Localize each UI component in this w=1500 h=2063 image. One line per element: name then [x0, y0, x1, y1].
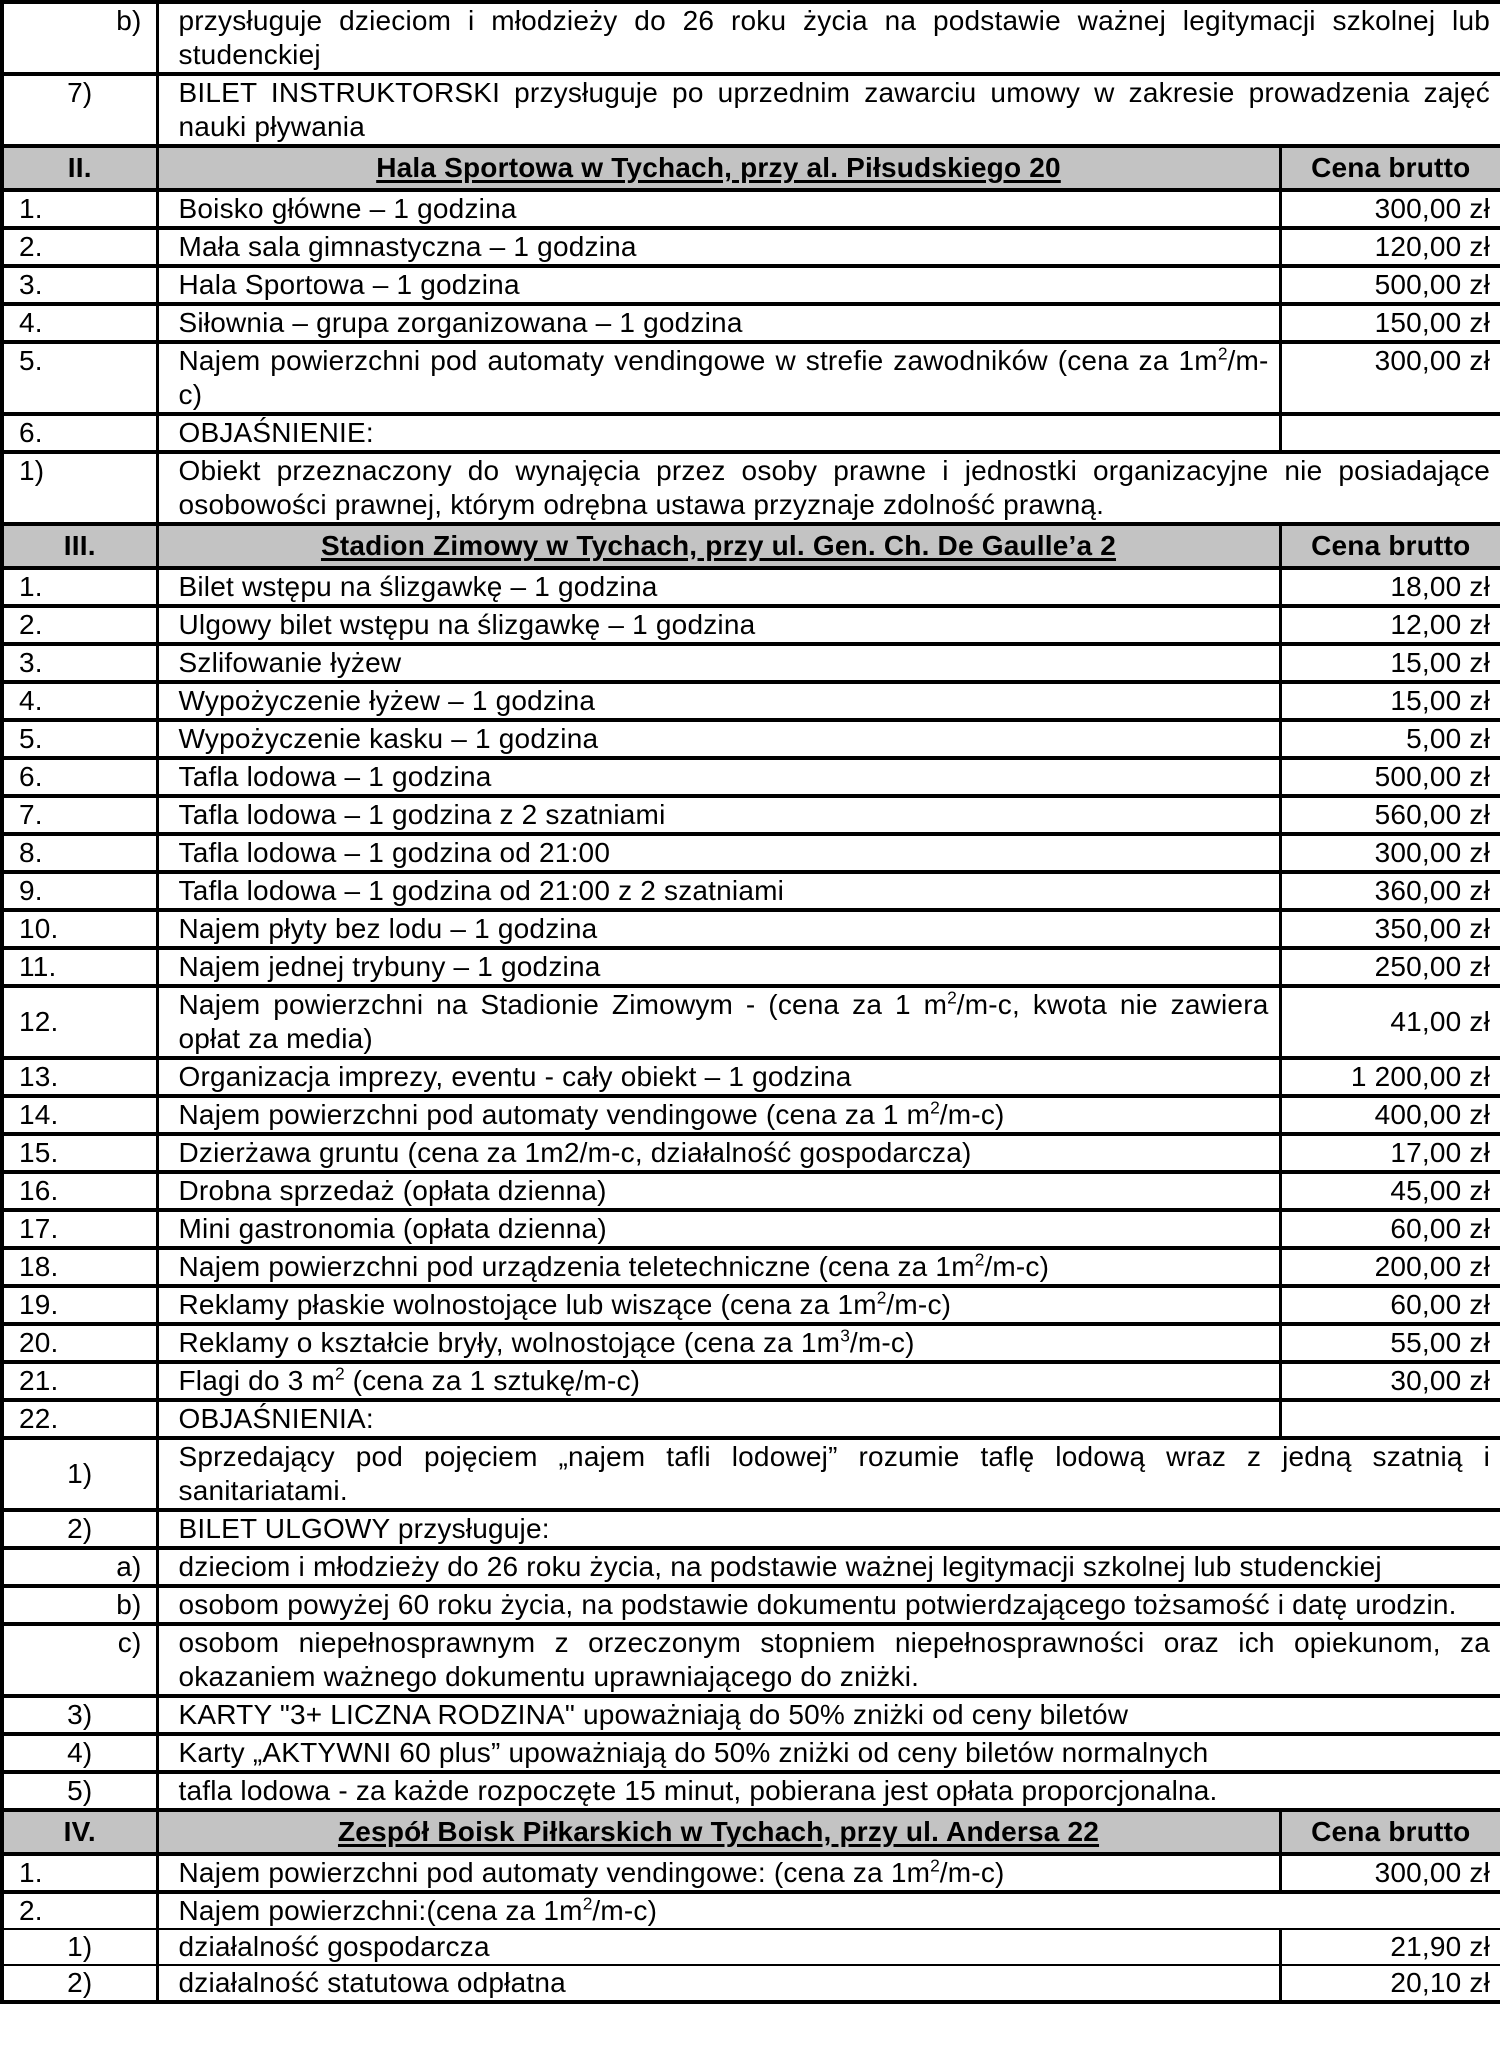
- price-cell: 1 200,00 zł: [1280, 1058, 1500, 1096]
- description-cell: OBJAŚNIENIE:: [157, 414, 1280, 452]
- description-cell: Najem powierzchni pod automaty vendingowe (cena za 1 $m^2/m-c$): [157, 1096, 1280, 1134]
- description-cell: Najem powierzchni na Stadionie Zimowym - (cena za 1 $m^2/m-c$, kwota nie zawiera opłat za media): [157, 986, 1280, 1058]
- price-cell: 15,00 zł: [1280, 644, 1500, 682]
- note-row: [2, 1548, 1500, 1586]
- price-cell: 500,00 zł: [1280, 266, 1500, 304]
- price-row: [2, 190, 1500, 228]
- section-number-cell: IV.: [2, 1810, 157, 1854]
- price-cell: 300,00 zł: [1280, 1854, 1500, 1892]
- row-number-cell: 4.: [2, 304, 157, 342]
- price-cell: 150,00 zł: [1280, 304, 1500, 342]
- price-table-rows: [2, 2, 1500, 2002]
- description-cell: BILET INSTRUKTORSKI przysługuje po uprzednim zawarciu umowy w zakresie prowadzenia zajęć nauki pływania: [157, 74, 1500, 146]
- description-cell: Tafla lodowa – 1 godzina: [157, 758, 1280, 796]
- description-cell: Siłownia – grupa zorganizowana – 1 godzina: [157, 304, 1280, 342]
- price-row: [2, 682, 1500, 720]
- description-cell: Wypożyczenie kasku – 1 godzina: [157, 720, 1280, 758]
- row-number-cell: 12.: [2, 986, 157, 1058]
- description-cell: Boisko główne – 1 godzina: [157, 190, 1280, 228]
- row-number-cell: 3.: [2, 266, 157, 304]
- price-cell: 41,00 zł: [1280, 986, 1500, 1058]
- row-number-cell: 2): [2, 1965, 157, 2002]
- row-number-cell: 1): [2, 1438, 157, 1510]
- description-cell: Najem jednej trybuny – 1 godzina: [157, 948, 1280, 986]
- row-number-cell: 3.: [2, 644, 157, 682]
- price-cell: 500,00 zł: [1280, 758, 1500, 796]
- price-cell: 45,00 zł: [1280, 1172, 1500, 1210]
- price-row: [2, 872, 1500, 910]
- row-number-cell: 2.: [2, 606, 157, 644]
- description-cell: działalność statutowa odpłatna: [157, 1965, 1280, 2002]
- description-cell: Flagi do 3 $m^2$ (cena za 1 sztukę/m-c): [157, 1362, 1280, 1400]
- row-number-cell: b): [2, 1586, 157, 1624]
- section-title: Hala Sportowa w Tychach, przy al. Piłsudskiego 20: [376, 152, 1061, 183]
- row-number-cell: 18.: [2, 1248, 157, 1286]
- price-cell: 360,00 zł: [1280, 872, 1500, 910]
- price-row: [2, 266, 1500, 304]
- row-number-cell: 10.: [2, 910, 157, 948]
- row-number-cell: 20.: [2, 1324, 157, 1362]
- price-row: [2, 834, 1500, 872]
- row-number-cell: 5.: [2, 720, 157, 758]
- price-row: [2, 342, 1500, 414]
- row-number-cell: 13.: [2, 1058, 157, 1096]
- description-cell: Sprzedający pod pojęciem „najem tafli lodowej” rozumie taflę lodową wraz z jedną szatnią i sanitariatami.: [157, 1438, 1500, 1510]
- row-number-cell: 6.: [2, 414, 157, 452]
- row-number-cell: 22.: [2, 1400, 157, 1438]
- price-row: [2, 796, 1500, 834]
- note-row: [2, 1892, 1500, 1929]
- price-cell: 120,00 zł: [1280, 228, 1500, 266]
- description-cell: Tafla lodowa – 1 godzina od 21:00 z 2 szatniami: [157, 872, 1280, 910]
- row-number-cell: 4): [2, 1734, 157, 1772]
- price-cell: 300,00 zł: [1280, 342, 1500, 414]
- description-cell: Najem płyty bez lodu – 1 godzina: [157, 910, 1280, 948]
- description-cell: przysługuje dzieciom i młodzieży do 26 roku życia na podstawie ważnej legitymacji szkolnej lub studenckiej: [157, 2, 1500, 74]
- description-cell: OBJAŚNIENIA:: [157, 1400, 1280, 1438]
- price-row: [2, 304, 1500, 342]
- description-cell: Obiekt przeznaczony do wynajęcia przez osoby prawne i jednostki organizacyjne nie posiadające osobowości prawnej, którym odrębna ustawa przyznaje zdolność prawną.: [157, 452, 1500, 524]
- price-row: [2, 986, 1500, 1058]
- price-cell: 17,00 zł: [1280, 1134, 1500, 1172]
- description-cell: osobom niepełnosprawnym z orzeczonym stopniem niepełnosprawności oraz ich opiekunom, za okazaniem ważnego dokumentu uprawniającego do zniżki.: [157, 1624, 1500, 1696]
- price-row: [2, 1058, 1500, 1096]
- price-cell: 60,00 zł: [1280, 1210, 1500, 1248]
- price-row: [2, 1362, 1500, 1400]
- description-cell: Tafla lodowa – 1 godzina od 21:00: [157, 834, 1280, 872]
- row-number-cell: 8.: [2, 834, 157, 872]
- price-cell: 20,10 zł: [1280, 1965, 1500, 2002]
- description-cell: Hala Sportowa – 1 godzina: [157, 266, 1280, 304]
- price-row: [2, 1286, 1500, 1324]
- row-number-cell: 6.: [2, 758, 157, 796]
- row-number-cell: 1): [2, 452, 157, 524]
- price-row: [2, 568, 1500, 606]
- note-row: [2, 74, 1500, 146]
- price-row: [2, 720, 1500, 758]
- price-cell: 60,00 zł: [1280, 1286, 1500, 1324]
- note-row: [2, 1772, 1500, 1810]
- section-title-cell: [157, 146, 1280, 190]
- price-cell: 21,90 zł: [1280, 1929, 1500, 1965]
- row-number-cell: 1.: [2, 1854, 157, 1892]
- note-row: [2, 1438, 1500, 1510]
- row-number-cell: 2.: [2, 1892, 157, 1929]
- section-header-row: [2, 146, 1500, 190]
- row-number-cell: 3): [2, 1696, 157, 1734]
- price-row: [2, 1324, 1500, 1362]
- note-row: [2, 1624, 1500, 1696]
- note-row: [2, 1696, 1500, 1734]
- row-number-cell: 2): [2, 1510, 157, 1548]
- price-row: [2, 228, 1500, 266]
- price-row: [2, 1096, 1500, 1134]
- price-row: [2, 758, 1500, 796]
- price-cell: 300,00 zł: [1280, 190, 1500, 228]
- description-cell: osobom powyżej 60 roku życia, na podstawie dokumentu potwierdzającego tożsamość i datę urodzin.: [157, 1586, 1500, 1624]
- description-cell: Najem powierzchni pod automaty vendingowe: (cena za $1m^2/m-c$): [157, 1854, 1280, 1892]
- price-row: [2, 1400, 1500, 1438]
- price-cell: 18,00 zł: [1280, 568, 1500, 606]
- price-cell: 12,00 zł: [1280, 606, 1500, 644]
- price-row: [2, 1965, 1500, 2002]
- section-number-cell: III.: [2, 524, 157, 568]
- price-row: [2, 1172, 1500, 1210]
- row-number-cell: 7): [2, 74, 157, 146]
- description-cell: Bilet wstępu na ślizgawkę – 1 godzina: [157, 568, 1280, 606]
- section-header-row: [2, 524, 1500, 568]
- row-number-cell: 15.: [2, 1134, 157, 1172]
- description-cell: Reklamy płaskie wolnostojące lub wiszące (cena za $1m^2/m-c$): [157, 1286, 1280, 1324]
- row-number-cell: 5.: [2, 342, 157, 414]
- row-number-cell: 7.: [2, 796, 157, 834]
- description-cell: Wypożyczenie łyżew – 1 godzina: [157, 682, 1280, 720]
- section-number-cell: II.: [2, 146, 157, 190]
- description-cell: Ulgowy bilet wstępu na ślizgawkę – 1 godzina: [157, 606, 1280, 644]
- price-cell: 30,00 zł: [1280, 1362, 1500, 1400]
- description-cell: Mini gastronomia (opłata dzienna): [157, 1210, 1280, 1248]
- price-column-header-cell: Cena brutto: [1280, 146, 1500, 190]
- price-column-header-cell: Cena brutto: [1280, 524, 1500, 568]
- description-cell: KARTY "3+ LICZNA RODZINA" upoważniają do 50% zniżki od ceny biletów: [157, 1696, 1500, 1734]
- description-cell: Dzierżawa gruntu (cena za 1m2/m-c, działalność gospodarcza): [157, 1134, 1280, 1172]
- row-number-cell: 1): [2, 1929, 157, 1965]
- price-cell: [1280, 1400, 1500, 1438]
- description-cell: tafla lodowa - za każde rozpoczęte 15 minut, pobierana jest opłata proporcjonalna.: [157, 1772, 1500, 1810]
- section-title-cell: [157, 524, 1280, 568]
- row-number-cell: 17.: [2, 1210, 157, 1248]
- note-row: [2, 1510, 1500, 1548]
- note-row: [2, 1586, 1500, 1624]
- row-number-cell: 11.: [2, 948, 157, 986]
- price-row: [2, 1210, 1500, 1248]
- description-cell: Najem powierzchni:(cena za $1m^2/m-c$): [157, 1892, 1500, 1929]
- description-cell: Najem powierzchni pod urządzenia teletechniczne (cena za $1m^2/m-c$): [157, 1248, 1280, 1286]
- section-title: Stadion Zimowy w Tychach, przy ul. Gen. Ch. De Gaulle’a 2: [320, 530, 1117, 561]
- price-row: [2, 1134, 1500, 1172]
- row-number-cell: 9.: [2, 872, 157, 910]
- price-cell: [1280, 414, 1500, 452]
- price-row: [2, 414, 1500, 452]
- price-cell: 250,00 zł: [1280, 948, 1500, 986]
- price-cell: 200,00 zł: [1280, 1248, 1500, 1286]
- price-cell: 400,00 zł: [1280, 1096, 1500, 1134]
- price-row: [2, 948, 1500, 986]
- price-row: [2, 1854, 1500, 1892]
- price-row: [2, 1929, 1500, 1965]
- price-row: [2, 606, 1500, 644]
- row-number-cell: b): [2, 2, 157, 74]
- description-cell: Organizacja imprezy, eventu - cały obiekt – 1 godzina: [157, 1058, 1280, 1096]
- row-number-cell: 5): [2, 1772, 157, 1810]
- price-row: [2, 644, 1500, 682]
- section-header-row: [2, 1810, 1500, 1854]
- description-cell: Drobna sprzedaż (opłata dzienna): [157, 1172, 1280, 1210]
- price-row: [2, 910, 1500, 948]
- row-number-cell: 16.: [2, 1172, 157, 1210]
- row-number-cell: 1.: [2, 190, 157, 228]
- price-cell: 560,00 zł: [1280, 796, 1500, 834]
- description-cell: Tafla lodowa – 1 godzina z 2 szatniami: [157, 796, 1280, 834]
- price-cell: 55,00 zł: [1280, 1324, 1500, 1362]
- description-cell: działalność gospodarcza: [157, 1929, 1280, 1965]
- price-cell: 350,00 zł: [1280, 910, 1500, 948]
- note-row: [2, 2, 1500, 74]
- description-cell: dzieciom i młodzieży do 26 roku życia, na podstawie ważnej legitymacji szkolnej lub studenckiej: [157, 1548, 1500, 1586]
- price-cell: 300,00 zł: [1280, 834, 1500, 872]
- price-column-header-cell: Cena brutto: [1280, 1810, 1500, 1854]
- description-cell: Reklamy o kształcie bryły, wolnostojące (cena za $1m^3/m-c$): [157, 1324, 1280, 1362]
- note-row: [2, 1734, 1500, 1772]
- row-number-cell: a): [2, 1548, 157, 1586]
- row-number-cell: 19.: [2, 1286, 157, 1324]
- row-number-cell: 1.: [2, 568, 157, 606]
- note-row: [2, 452, 1500, 524]
- description-cell: BILET ULGOWY przysługuje:: [157, 1510, 1500, 1548]
- price-cell: 5,00 zł: [1280, 720, 1500, 758]
- description-cell: Karty „AKTYWNI 60 plus” upoważniają do 50% zniżki od ceny biletów normalnych: [157, 1734, 1500, 1772]
- description-cell: Najem powierzchni pod automaty vendingowe w strefie zawodników (cena za $1m^2/m-c$): [157, 342, 1280, 414]
- row-number-cell: 4.: [2, 682, 157, 720]
- row-number-cell: 14.: [2, 1096, 157, 1134]
- row-number-cell: c): [2, 1624, 157, 1696]
- price-row: [2, 1248, 1500, 1286]
- section-title-cell: [157, 1810, 1280, 1854]
- row-number-cell: 2.: [2, 228, 157, 266]
- price-cell: 15,00 zł: [1280, 682, 1500, 720]
- row-number-cell: 21.: [2, 1362, 157, 1400]
- description-cell: Mała sala gimnastyczna – 1 godzina: [157, 228, 1280, 266]
- section-title: Zespół Boisk Piłkarskich w Tychach, przy ul. Andersa 22: [337, 1816, 1100, 1847]
- description-cell: Szlifowanie łyżew: [157, 644, 1280, 682]
